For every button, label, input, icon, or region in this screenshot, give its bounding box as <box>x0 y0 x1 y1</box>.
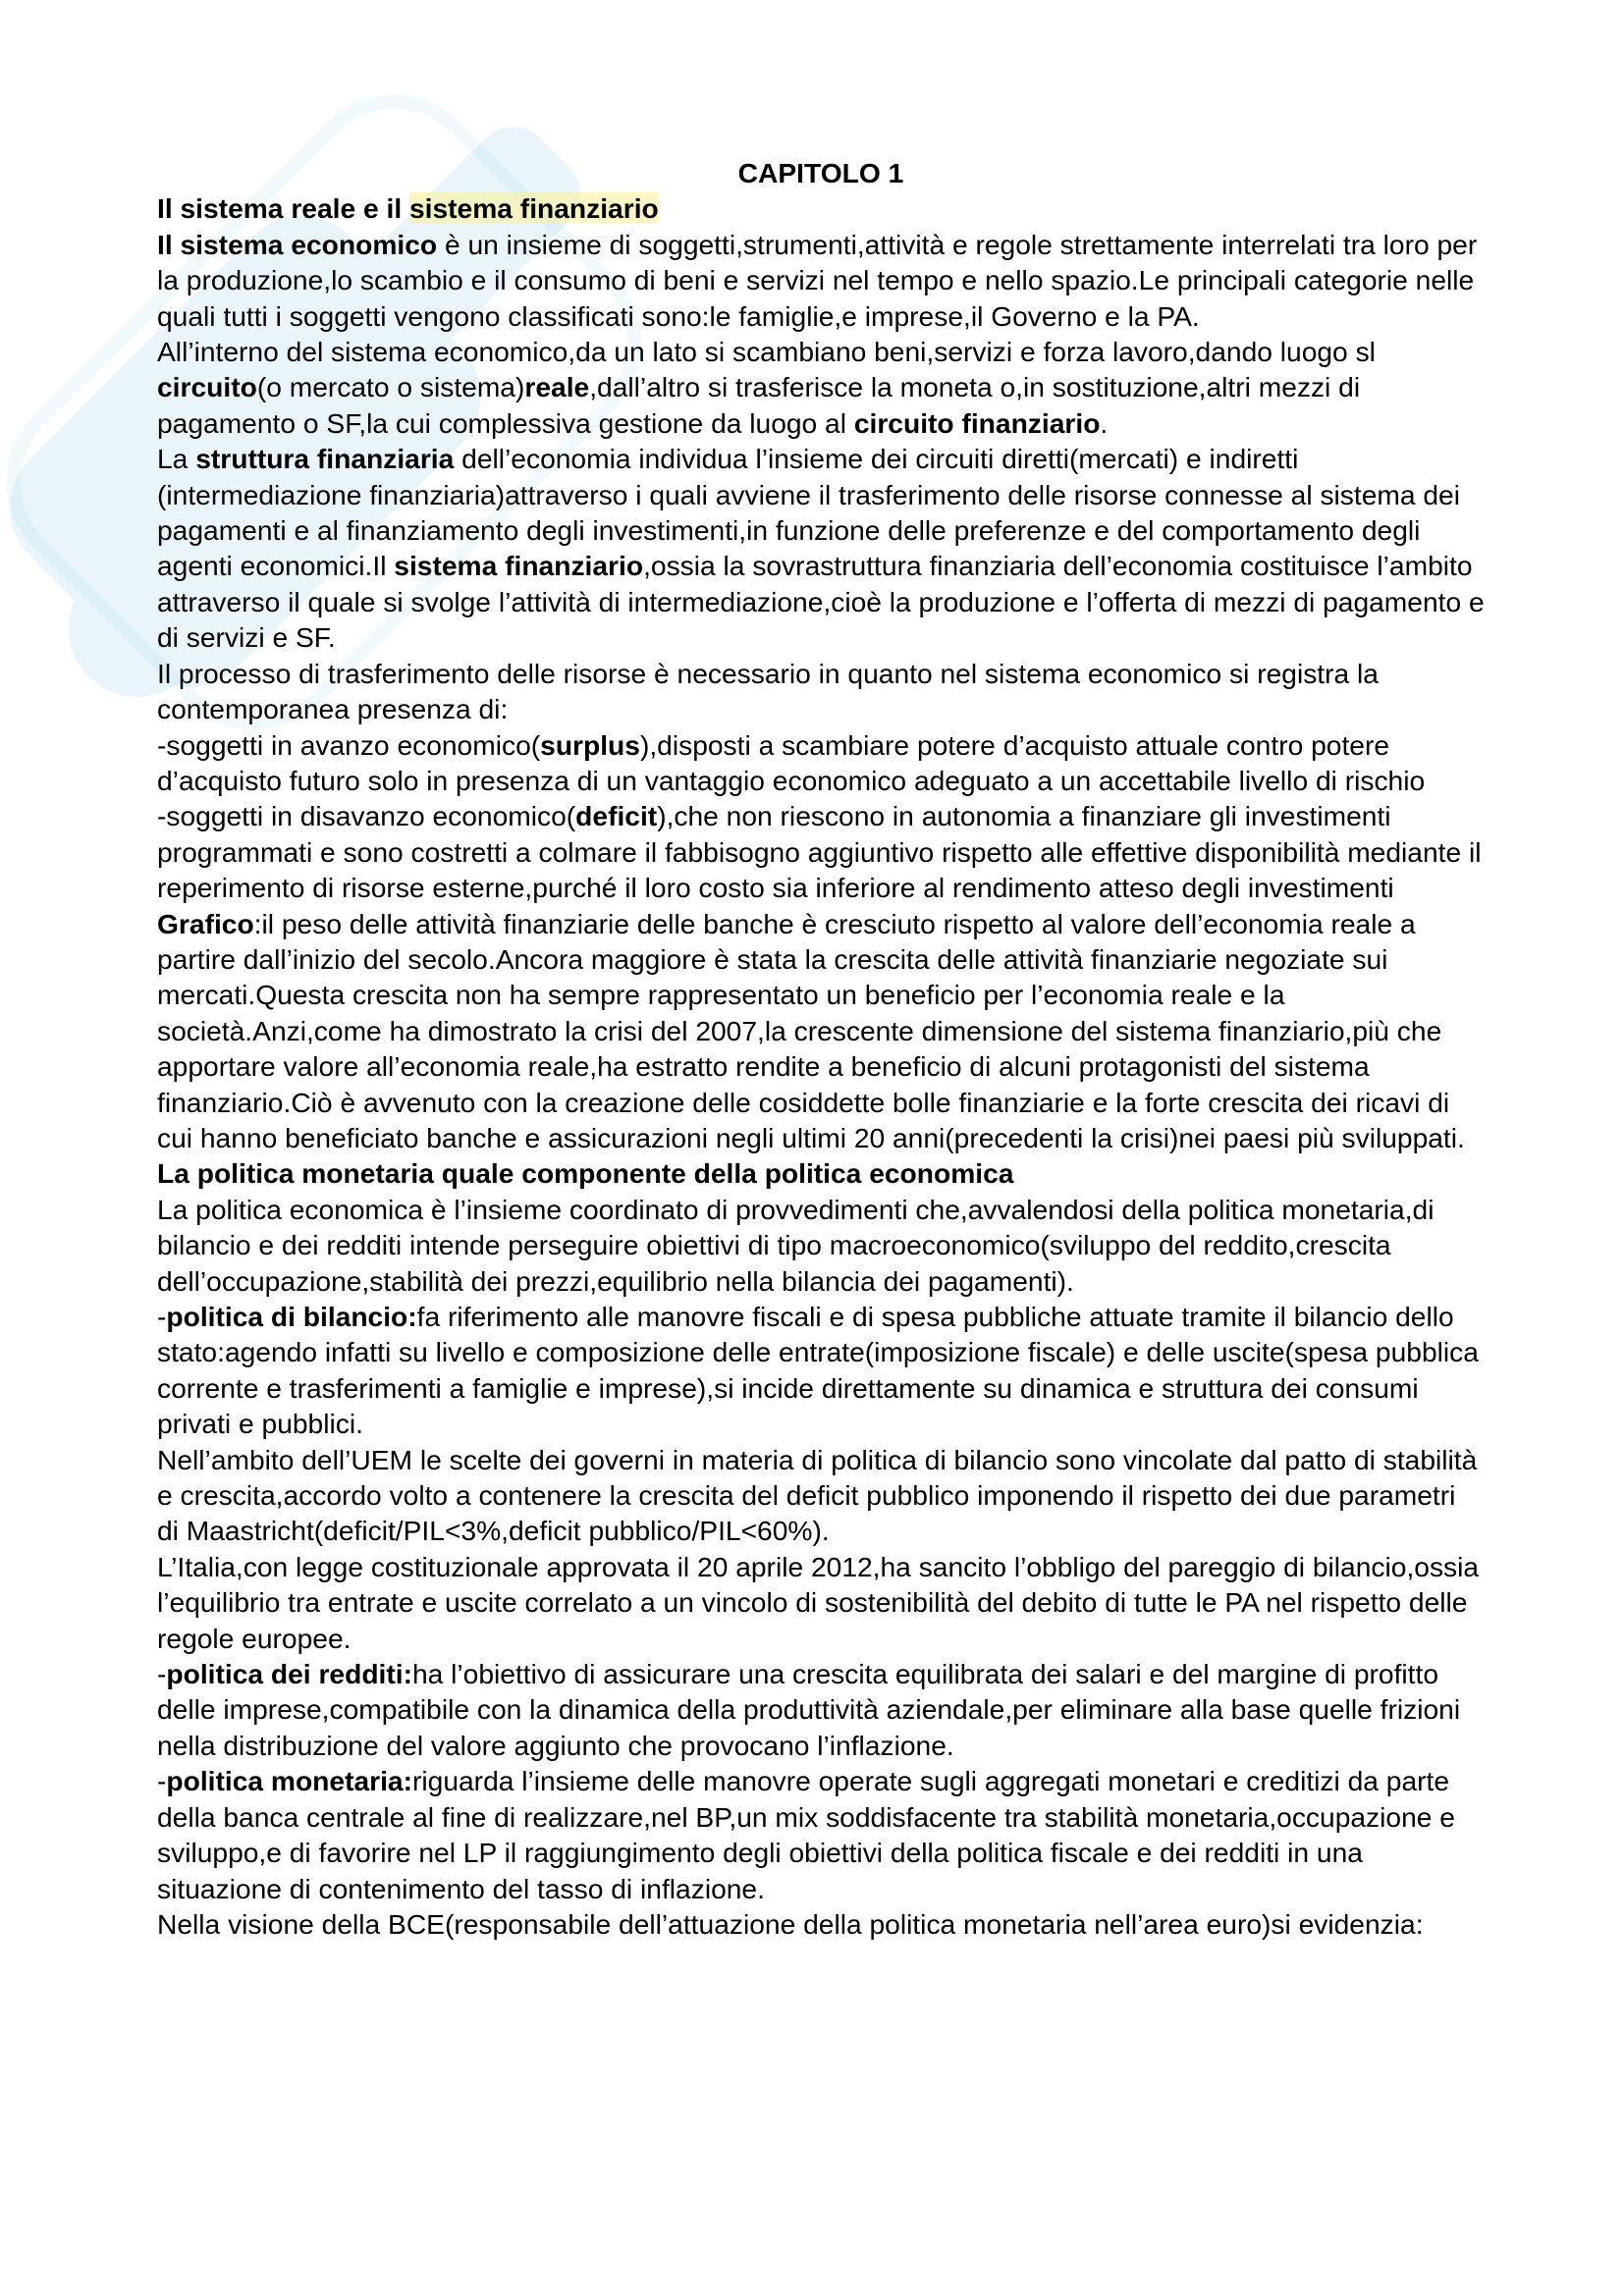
paragraph-text: -soggetti in disavanzo economico( <box>157 800 576 832</box>
paragraph-text: . <box>1100 406 1109 439</box>
bold-term: politica monetaria: <box>166 1765 412 1797</box>
bold-term: circuito finanziario <box>853 406 1101 439</box>
paragraph-struttura-finanziaria <box>157 441 1485 655</box>
paragraph-text: La <box>157 443 196 475</box>
paragraph-text: dell’economia individua l’insieme dei circuiti diretti(mercati) e indiretti (intermediazione finanziaria)attraverso i quali avviene il trasferimento delle risorse connesse al sistema dei pagamenti e al finanziamento degli investimenti,in funzione delle preferenze e del comportamento degli agenti economici.Il <box>157 443 1461 582</box>
paragraph-text: riguarda l’insieme delle manovre operate sugli aggregati monetari e creditizi da parte della banca centrale al fine di realizzare,nel BP,un mix soddisfacente tra stabilità monetaria,occupazione e sviluppo,e di favorire nel LP il raggiungimento degli obiettivi della politica fiscale e dei redditi in una situazione di contenimento del tasso di inflazione. <box>157 1765 1455 1904</box>
paragraph-bce: Nella visione della BCE(responsabile dell’attuazione della politica monetaria nell’area euro)si evidenzia: <box>157 1907 1424 1940</box>
bold-term: struttura finanziaria <box>195 443 455 475</box>
bold-term: deficit <box>575 800 658 832</box>
paragraph-text: ,dall’altro si trasferisce la moneta o,in sostituzione,altri mezzi di pagamento o SF,la cui complessiva gestione da luogo al <box>157 371 1361 439</box>
paragraph-text: (o mercato o sistema) <box>256 371 525 403</box>
list-item-politica-bilancio <box>157 1299 1485 1442</box>
paragraph-processo-trasferimento: Il processo di trasferimento delle risorse è necessario in quanto nel sistema economico si registra la contemporanea presenza di: <box>157 657 1379 725</box>
paragraph-text: - <box>157 1301 167 1332</box>
paragraph-text: -soggetti in avanzo economico( <box>157 728 541 761</box>
bold-term: Il sistema economico <box>157 228 438 260</box>
list-item-politica-redditi <box>157 1656 1485 1763</box>
bold-term: surplus <box>540 728 640 761</box>
list-item-surplus <box>157 727 1485 799</box>
paragraph-text: fa riferimento alle manovre fiscali e di spesa pubbliche attuate tramite il bilancio dello stato:agendo infatti su livello e composizione delle entrate(imposizione fiscale) e delle uscite(spesa pubblica corrente e trasferimenti a famiglie e imprese),si incide direttamente su dinamica e struttura dei consumi privati e pubblici. <box>157 1301 1479 1440</box>
paragraph-text: All’interno del sistema economico,da un lato si scambiano beni,servizi e forza lavoro,dando luogo sl <box>157 336 1376 368</box>
highlighted-heading-part: sistema finanziario <box>408 192 659 225</box>
list-item-deficit <box>157 798 1485 905</box>
bold-term: reale <box>524 371 590 403</box>
paragraph-grafico <box>157 906 1485 1156</box>
list-item-politica-monetaria <box>157 1763 1485 1906</box>
paragraph-circuito <box>157 334 1485 441</box>
paragraph-text: :il peso delle attività finanziarie delle banche è cresciuto rispetto al valore dell’economia reale a partire dall’inizio del secolo.Ancora maggiore è stata la crescita delle attività finanziarie negoziate sui mercati.Questa crescita non ha sempre rappresentato un beneficio per l’economia reale e la società.Anzi,come ha dimostrato la crisi del 2007,la crescente dimensione del sistema finanziario,più che apportare valore all’economia reale,ha estratto rendite a beneficio di alcuni protagonisti del sistema finanziario.Ciò è avvenuto con la creazione delle cosiddette bolle finanziarie e la forte crescita dei ricavi di cui hanno beneficiato banche e assicurazioni negli ultimi 20 anni(precedenti la crisi)nei paesi più sviluppati. <box>157 907 1465 1153</box>
paragraph-politica-economica: La politica economica è l’insieme coordinato di provvedimenti che,avvalendosi della politica monetaria,di bilancio e dei redditi intende perseguire obiettivi di tipo macroeconomico(sviluppo del reddito,crescita dell’occupazione,stabilità dei prezzi,equilibrio nella bilancia dei pagamenti). <box>157 1193 1435 1297</box>
paragraph-text: ,ossia la sovrastruttura finanziaria dell’economia costituisce l’ambito attraverso il quale si svolge l’attività di intermediazione,cioè la produzione e l’offerta di mezzi di pagamento e di servizi e SF. <box>157 550 1485 654</box>
paragraph-text: - <box>157 1658 167 1690</box>
chapter-title: CAPITOLO 1 <box>737 157 904 188</box>
bold-term: Grafico <box>157 907 254 939</box>
document-page <box>157 155 1485 1942</box>
section-heading-sistema-reale <box>157 190 1485 226</box>
bold-term: sistema finanziario <box>394 550 644 582</box>
paragraph-text: è un insieme di soggetti,strumenti,attività e regole strettamente interrelati tra loro per la produzione,lo scambio e il consumo di beni e servizi nel tempo e nello spazio.Le principali categorie nelle quali tutti i soggetti vengono classificati sono:le famiglie,e imprese,il Governo e la PA. <box>157 228 1478 332</box>
bold-term: politica di bilancio: <box>166 1301 417 1332</box>
paragraph-text: - <box>157 1765 167 1797</box>
paragraph-text: ha l’obiettivo di assicurare una crescita equilibrata dei salari e del margine di profitto delle imprese,compatibile con la dinamica della produttività aziendale,per eliminare alla base quelle frizioni nella distribuzione del valore aggiunto che provocano l’inflazione. <box>157 1658 1461 1761</box>
bold-term: politica dei redditi: <box>166 1658 412 1690</box>
paragraph-text: ),che non riescono in autonomia a finanziare gli investimenti programmati e sono costretti a colmare il fabbisogno aggiuntivo rispetto alle effettive disponibilità mediante il reperimento di risorse esterne,purché il loro costo sia inferiore al rendimento atteso degli investimenti <box>157 800 1482 904</box>
bold-term: circuito <box>157 371 257 403</box>
paragraph-text: ),disposti a scambiare potere d’acquisto attuale contro potere d’acquisto futuro solo in presenza di un vantaggio economico adeguato a un accettabile livello di rischio <box>157 728 1426 796</box>
paragraph-uem: Nell’ambito dell’UEM le scelte dei governi in materia di politica di bilancio sono vincolate dal patto di stabilità e crescita,accordo volto a contenere la crescita del deficit pubblico imponendo il rispetto dei due parametri di Maastricht(deficit/PIL<3%,deficit pubblico/PIL<60%). <box>157 1443 1478 1547</box>
heading-part-a: Il sistema reale e il <box>157 192 409 225</box>
paragraph-sistema-economico <box>157 227 1485 334</box>
paragraph-italia: L’Italia,con legge costituzionale approvata il 20 aprile 2012,ha sancito l’obbligo del pareggio di bilancio,ossia l’equilibrio tra entrate e uscite correlato a un vincolo di sostenibilità del debito di tutte le PA nel rispetto delle regole europee. <box>157 1550 1480 1654</box>
section-heading-politica-monetaria: La politica monetaria quale componente della politica economica <box>157 1157 1014 1190</box>
